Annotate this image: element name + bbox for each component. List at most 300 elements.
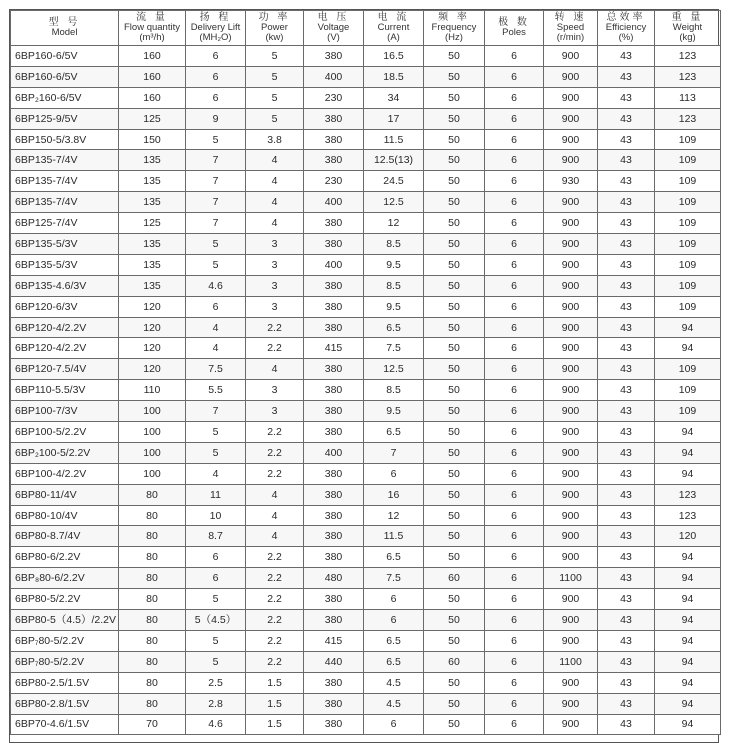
cell-voltage: 400	[304, 254, 364, 275]
table-row	[11, 630, 721, 651]
cell-voltage: 480	[304, 568, 364, 589]
table-row	[11, 254, 721, 275]
cell-current: 6	[364, 463, 424, 484]
cell-efficiency: 43	[598, 651, 655, 672]
cell-model: 6BP₂100-5/2.2V	[11, 442, 119, 463]
cell-speed: 900	[544, 87, 598, 108]
table-row	[11, 317, 721, 338]
cell-voltage: 380	[304, 463, 364, 484]
cell-current: 34	[364, 87, 424, 108]
cell-model: 6BP₇80-5/2.2V	[11, 651, 119, 672]
cell-delivery-lift: 4	[186, 463, 246, 484]
table-row	[11, 610, 721, 631]
column-header-speed	[544, 11, 598, 46]
cell-delivery-lift: 6	[186, 296, 246, 317]
cell-current: 16.5	[364, 46, 424, 67]
table-row	[11, 359, 721, 380]
cell-model: 6BP125-7/4V	[11, 213, 119, 234]
table-row	[11, 87, 721, 108]
header-unit-label: (V)	[327, 32, 340, 43]
header-en-label: Frequency	[431, 22, 477, 33]
cell-voltage: 380	[304, 589, 364, 610]
cell-delivery-lift: 5（4.5）	[186, 610, 246, 631]
cell-model: 6BP₂160-6/5V	[11, 87, 119, 108]
cell-efficiency: 43	[598, 442, 655, 463]
cell-power: 2.2	[246, 338, 304, 359]
cell-efficiency: 43	[598, 422, 655, 443]
table-row	[11, 129, 721, 150]
cell-delivery-lift: 5	[186, 254, 246, 275]
cell-delivery-lift: 5	[186, 442, 246, 463]
cell-efficiency: 43	[598, 296, 655, 317]
cell-power: 2.2	[246, 463, 304, 484]
cell-poles: 6	[485, 422, 544, 443]
cell-poles: 6	[485, 254, 544, 275]
header-en-label: Speed	[556, 22, 585, 33]
cell-voltage: 380	[304, 401, 364, 422]
cell-flow-quantity: 70	[119, 714, 186, 735]
cell-model: 6BP80-2.8/1.5V	[11, 693, 119, 714]
header-zh-label: 电 流	[377, 12, 410, 23]
cell-delivery-lift: 6	[186, 547, 246, 568]
cell-poles: 6	[485, 275, 544, 296]
cell-power: 3	[246, 380, 304, 401]
cell-voltage: 380	[304, 296, 364, 317]
cell-flow-quantity: 100	[119, 422, 186, 443]
cell-speed: 900	[544, 234, 598, 255]
cell-efficiency: 43	[598, 213, 655, 234]
cell-frequency: 50	[424, 338, 485, 359]
header-zh-label: 频 率	[438, 12, 470, 23]
cell-frequency: 50	[424, 275, 485, 296]
cell-flow-quantity: 120	[119, 359, 186, 380]
cell-frequency: 50	[424, 630, 485, 651]
header-unit-label: (r/min)	[556, 32, 585, 43]
cell-flow-quantity: 100	[119, 463, 186, 484]
table-row	[11, 338, 721, 359]
cell-speed: 900	[544, 108, 598, 129]
cell-efficiency: 43	[598, 317, 655, 338]
cell-speed: 1100	[544, 568, 598, 589]
cell-poles: 6	[485, 463, 544, 484]
cell-poles: 6	[485, 526, 544, 547]
cell-speed: 900	[544, 317, 598, 338]
cell-efficiency: 43	[598, 150, 655, 171]
cell-flow-quantity: 80	[119, 693, 186, 714]
cell-poles: 6	[485, 651, 544, 672]
column-header-current	[364, 11, 424, 46]
table-row	[11, 484, 721, 505]
cell-voltage: 380	[304, 234, 364, 255]
cell-delivery-lift: 4.6	[186, 275, 246, 296]
table-row	[11, 108, 721, 129]
header-zh-label: 型 号	[48, 17, 81, 28]
cell-poles: 6	[485, 46, 544, 67]
cell-model: 6BP100-5/2.2V	[11, 422, 119, 443]
cell-frequency: 60	[424, 651, 485, 672]
cell-delivery-lift: 5	[186, 589, 246, 610]
cell-efficiency: 43	[598, 505, 655, 526]
cell-poles: 6	[485, 547, 544, 568]
cell-model: 6BP₈80-6/2.2V	[11, 568, 119, 589]
cell-delivery-lift: 9	[186, 108, 246, 129]
table-row	[11, 171, 721, 192]
table-row	[11, 714, 721, 735]
cell-poles: 6	[485, 568, 544, 589]
cell-delivery-lift: 5	[186, 234, 246, 255]
cell-weight: 109	[655, 254, 721, 275]
cell-flow-quantity: 110	[119, 380, 186, 401]
cell-model: 6BP80-8.7/4V	[11, 526, 119, 547]
cell-frequency: 50	[424, 672, 485, 693]
cell-weight: 109	[655, 380, 721, 401]
cell-voltage: 380	[304, 484, 364, 505]
cell-speed: 930	[544, 171, 598, 192]
cell-weight: 109	[655, 296, 721, 317]
cell-current: 8.5	[364, 380, 424, 401]
cell-power: 5	[246, 87, 304, 108]
cell-delivery-lift: 6	[186, 66, 246, 87]
cell-speed: 900	[544, 526, 598, 547]
cell-power: 3.8	[246, 129, 304, 150]
cell-current: 8.5	[364, 234, 424, 255]
table-row	[11, 192, 721, 213]
cell-flow-quantity: 160	[119, 87, 186, 108]
cell-model: 6BP135-7/4V	[11, 150, 119, 171]
cell-delivery-lift: 5	[186, 630, 246, 651]
table-row	[11, 401, 721, 422]
header-zh-label: 极 数	[498, 17, 530, 28]
cell-flow-quantity: 80	[119, 630, 186, 651]
cell-weight: 123	[655, 66, 721, 87]
cell-efficiency: 43	[598, 526, 655, 547]
cell-current: 6.5	[364, 630, 424, 651]
cell-current: 9.5	[364, 296, 424, 317]
cell-current: 7.5	[364, 568, 424, 589]
cell-model: 6BP80-10/4V	[11, 505, 119, 526]
cell-weight: 109	[655, 213, 721, 234]
cell-efficiency: 43	[598, 610, 655, 631]
cell-weight: 109	[655, 401, 721, 422]
cell-current: 6	[364, 714, 424, 735]
cell-power: 4	[246, 484, 304, 505]
cell-voltage: 380	[304, 213, 364, 234]
cell-weight: 109	[655, 171, 721, 192]
cell-weight: 120	[655, 526, 721, 547]
cell-speed: 900	[544, 442, 598, 463]
cell-model: 6BP160-6/5V	[11, 66, 119, 87]
cell-poles: 6	[485, 171, 544, 192]
cell-power: 2.2	[246, 651, 304, 672]
cell-efficiency: 43	[598, 129, 655, 150]
cell-voltage: 380	[304, 610, 364, 631]
cell-speed: 900	[544, 401, 598, 422]
cell-weight: 94	[655, 547, 721, 568]
header-en-label: Model	[51, 27, 78, 38]
cell-current: 11.5	[364, 129, 424, 150]
table-body	[11, 46, 721, 735]
header-row	[11, 11, 721, 46]
table-row	[11, 296, 721, 317]
cell-voltage: 415	[304, 338, 364, 359]
cell-power: 4	[246, 150, 304, 171]
column-header-power	[246, 11, 304, 46]
header-en-label: Flow quantity	[124, 22, 180, 33]
cell-voltage: 380	[304, 672, 364, 693]
cell-delivery-lift: 7	[186, 213, 246, 234]
cell-frequency: 50	[424, 714, 485, 735]
cell-current: 12.5	[364, 192, 424, 213]
cell-weight: 109	[655, 359, 721, 380]
table-row	[11, 422, 721, 443]
cell-efficiency: 43	[598, 693, 655, 714]
cell-frequency: 50	[424, 359, 485, 380]
cell-efficiency: 43	[598, 672, 655, 693]
cell-weight: 123	[655, 505, 721, 526]
cell-weight: 109	[655, 192, 721, 213]
cell-voltage: 380	[304, 317, 364, 338]
cell-poles: 6	[485, 150, 544, 171]
cell-power: 1.5	[246, 672, 304, 693]
header-zh-label: 总效率	[606, 12, 646, 23]
cell-speed: 900	[544, 672, 598, 693]
cell-model: 6BP160-6/5V	[11, 46, 119, 67]
cell-frequency: 50	[424, 317, 485, 338]
cell-current: 6	[364, 610, 424, 631]
cell-current: 16	[364, 484, 424, 505]
cell-model: 6BP70-4.6/1.5V	[11, 714, 119, 735]
header-zh-label: 重 量	[671, 12, 704, 23]
cell-speed: 1100	[544, 651, 598, 672]
column-header-flow-quantity	[119, 11, 186, 46]
cell-model: 6BP120-4/2.2V	[11, 317, 119, 338]
cell-current: 6.5	[364, 317, 424, 338]
cell-weight: 94	[655, 714, 721, 735]
cell-voltage: 400	[304, 66, 364, 87]
cell-delivery-lift: 2.8	[186, 693, 246, 714]
cell-power: 4	[246, 505, 304, 526]
cell-weight: 94	[655, 442, 721, 463]
cell-power: 4	[246, 192, 304, 213]
cell-frequency: 50	[424, 422, 485, 443]
cell-flow-quantity: 80	[119, 505, 186, 526]
cell-efficiency: 43	[598, 275, 655, 296]
cell-flow-quantity: 80	[119, 589, 186, 610]
cell-current: 17	[364, 108, 424, 129]
header-unit-label: (Hz)	[445, 32, 463, 43]
cell-poles: 6	[485, 213, 544, 234]
cell-poles: 6	[485, 693, 544, 714]
cell-power: 2.2	[246, 630, 304, 651]
cell-frequency: 50	[424, 108, 485, 129]
table-row	[11, 505, 721, 526]
cell-efficiency: 43	[598, 547, 655, 568]
cell-current: 12	[364, 505, 424, 526]
cell-weight: 123	[655, 46, 721, 67]
cell-weight: 94	[655, 317, 721, 338]
cell-speed: 900	[544, 359, 598, 380]
cell-frequency: 50	[424, 171, 485, 192]
column-header-delivery-lift	[186, 11, 246, 46]
cell-poles: 6	[485, 234, 544, 255]
cell-power: 2.2	[246, 317, 304, 338]
cell-frequency: 50	[424, 254, 485, 275]
cell-efficiency: 43	[598, 46, 655, 67]
cell-frequency: 50	[424, 66, 485, 87]
cell-power: 4	[246, 359, 304, 380]
column-header-weight	[655, 11, 721, 46]
cell-poles: 6	[485, 672, 544, 693]
cell-speed: 900	[544, 610, 598, 631]
cell-current: 12.5(13)	[364, 150, 424, 171]
cell-delivery-lift: 11	[186, 484, 246, 505]
cell-model: 6BP100-7/3V	[11, 401, 119, 422]
cell-efficiency: 43	[598, 192, 655, 213]
cell-frequency: 50	[424, 296, 485, 317]
cell-current: 9.5	[364, 254, 424, 275]
cell-power: 3	[246, 401, 304, 422]
cell-weight: 109	[655, 275, 721, 296]
cell-current: 8.5	[364, 275, 424, 296]
header-unit-label: (m³/h)	[139, 32, 165, 43]
cell-efficiency: 43	[598, 589, 655, 610]
cell-flow-quantity: 80	[119, 672, 186, 693]
cell-model: 6BP110-5.5/3V	[11, 380, 119, 401]
table-row	[11, 526, 721, 547]
column-header-frequency	[424, 11, 485, 46]
table-row	[11, 693, 721, 714]
cell-speed: 900	[544, 192, 598, 213]
cell-flow-quantity: 80	[119, 526, 186, 547]
cell-current: 12	[364, 213, 424, 234]
cell-weight: 109	[655, 234, 721, 255]
cell-voltage: 400	[304, 442, 364, 463]
cell-current: 6	[364, 589, 424, 610]
table-row	[11, 547, 721, 568]
header-zh-label: 转 速	[554, 12, 587, 23]
cell-flow-quantity: 160	[119, 46, 186, 67]
cell-model: 6BP80-6/2.2V	[11, 547, 119, 568]
cell-speed: 900	[544, 422, 598, 443]
cell-model: 6BP135-7/4V	[11, 171, 119, 192]
cell-voltage: 380	[304, 714, 364, 735]
column-header-efficiency	[598, 11, 655, 46]
cell-poles: 6	[485, 338, 544, 359]
cell-weight: 94	[655, 672, 721, 693]
cell-poles: 6	[485, 108, 544, 129]
cell-model: 6BP125-9/5V	[11, 108, 119, 129]
cell-current: 6.5	[364, 547, 424, 568]
cell-efficiency: 43	[598, 401, 655, 422]
cell-weight: 123	[655, 108, 721, 129]
cell-speed: 900	[544, 630, 598, 651]
cell-efficiency: 43	[598, 359, 655, 380]
cell-speed: 900	[544, 484, 598, 505]
column-header-voltage	[304, 11, 364, 46]
cell-efficiency: 43	[598, 87, 655, 108]
cell-flow-quantity: 120	[119, 317, 186, 338]
cell-weight: 94	[655, 630, 721, 651]
cell-delivery-lift: 7	[186, 150, 246, 171]
table-row	[11, 589, 721, 610]
table-row	[11, 150, 721, 171]
cell-weight: 109	[655, 129, 721, 150]
cell-voltage: 380	[304, 380, 364, 401]
cell-frequency: 50	[424, 484, 485, 505]
cell-poles: 6	[485, 87, 544, 108]
cell-current: 6.5	[364, 651, 424, 672]
cell-model: 6BP120-7.5/4V	[11, 359, 119, 380]
cell-voltage: 380	[304, 526, 364, 547]
column-header-model	[11, 11, 119, 46]
cell-flow-quantity: 135	[119, 254, 186, 275]
cell-voltage: 380	[304, 693, 364, 714]
column-header-poles	[485, 11, 544, 46]
cell-delivery-lift: 5	[186, 422, 246, 443]
table-row	[11, 66, 721, 87]
cell-efficiency: 43	[598, 484, 655, 505]
cell-voltage: 415	[304, 630, 364, 651]
cell-flow-quantity: 80	[119, 484, 186, 505]
cell-flow-quantity: 80	[119, 568, 186, 589]
cell-delivery-lift: 7.5	[186, 359, 246, 380]
header-zh-label: 流 量	[136, 12, 168, 23]
cell-speed: 900	[544, 547, 598, 568]
cell-poles: 6	[485, 484, 544, 505]
cell-current: 9.5	[364, 401, 424, 422]
cell-frequency: 50	[424, 150, 485, 171]
cell-voltage: 440	[304, 651, 364, 672]
cell-poles: 6	[485, 714, 544, 735]
cell-model: 6BP80-5/2.2V	[11, 589, 119, 610]
cell-poles: 6	[485, 630, 544, 651]
cell-model: 6BP80-2.5/1.5V	[11, 672, 119, 693]
cell-delivery-lift: 4.6	[186, 714, 246, 735]
cell-voltage: 230	[304, 87, 364, 108]
cell-current: 6.5	[364, 422, 424, 443]
cell-delivery-lift: 5	[186, 651, 246, 672]
cell-weight: 109	[655, 150, 721, 171]
cell-efficiency: 43	[598, 338, 655, 359]
cell-model: 6BP80-5（4.5）/2.2V	[11, 610, 119, 631]
cell-current: 4.5	[364, 672, 424, 693]
cell-flow-quantity: 125	[119, 108, 186, 129]
cell-model: 6BP135-4.6/3V	[11, 275, 119, 296]
table-row	[11, 46, 721, 67]
cell-frequency: 50	[424, 380, 485, 401]
cell-frequency: 50	[424, 463, 485, 484]
cell-flow-quantity: 125	[119, 213, 186, 234]
cell-flow-quantity: 80	[119, 651, 186, 672]
cell-delivery-lift: 7	[186, 192, 246, 213]
cell-model: 6BP₇80-5/2.2V	[11, 630, 119, 651]
cell-delivery-lift: 8.7	[186, 526, 246, 547]
cell-flow-quantity: 135	[119, 234, 186, 255]
cell-poles: 6	[485, 505, 544, 526]
cell-flow-quantity: 80	[119, 547, 186, 568]
cell-efficiency: 43	[598, 630, 655, 651]
cell-speed: 900	[544, 213, 598, 234]
cell-weight: 113	[655, 87, 721, 108]
cell-poles: 6	[485, 442, 544, 463]
cell-poles: 6	[485, 380, 544, 401]
cell-delivery-lift: 7	[186, 401, 246, 422]
cell-model: 6BP120-6/3V	[11, 296, 119, 317]
cell-efficiency: 43	[598, 234, 655, 255]
cell-voltage: 380	[304, 505, 364, 526]
cell-power: 4	[246, 213, 304, 234]
header-zh-label: 功 率	[258, 12, 291, 23]
